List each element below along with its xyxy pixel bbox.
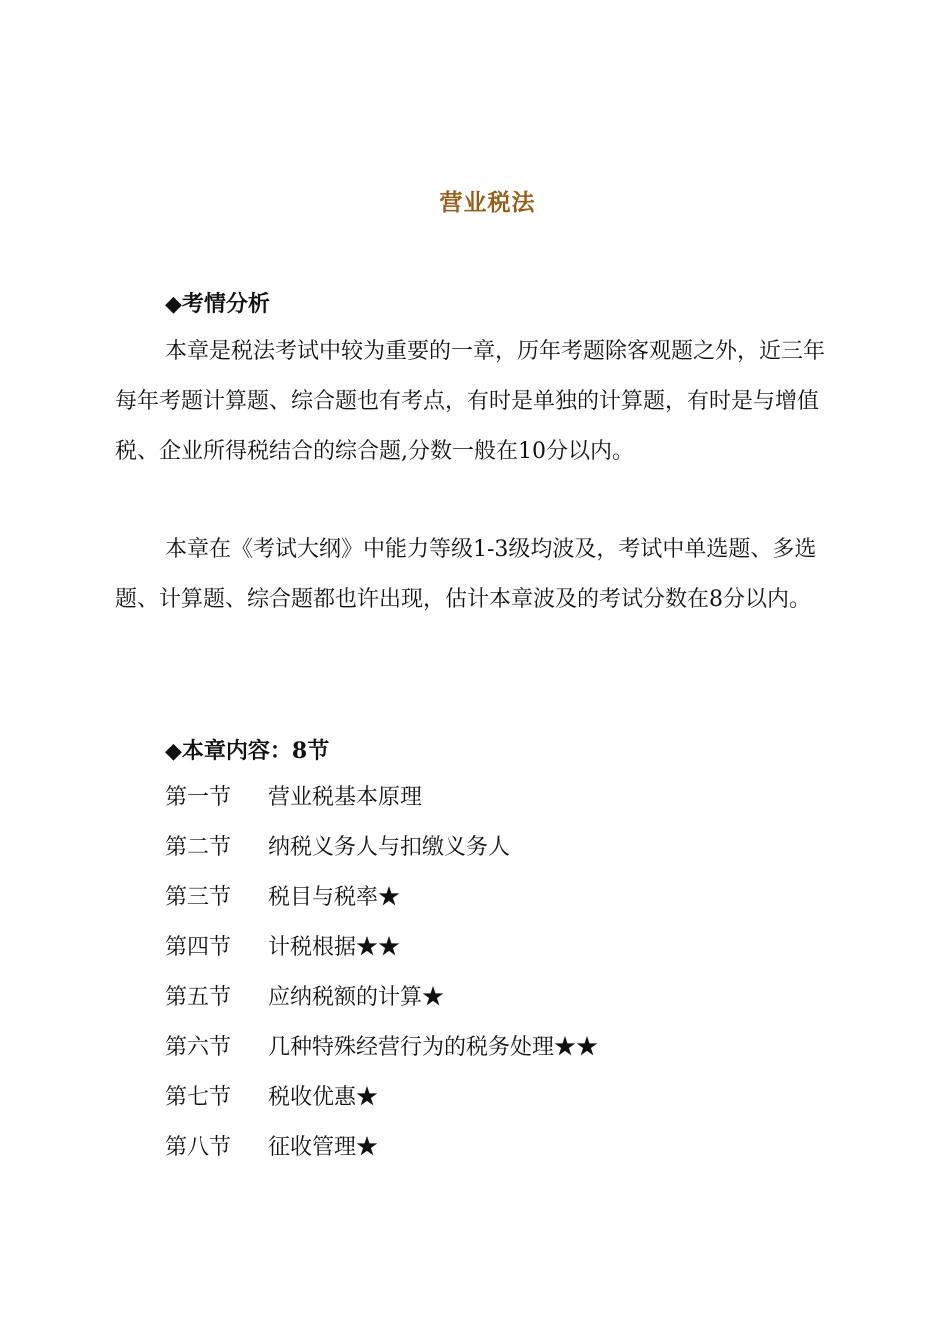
section-number: 第七节 [165, 1085, 232, 1110]
section-title: 纳税义务人与扣缴义务人 [268, 835, 511, 860]
section-title: 计税根据★★ [268, 935, 401, 960]
section-number: 第六节 [165, 1035, 232, 1060]
section-title: 税收优惠★ [268, 1085, 379, 1110]
analysis-paragraph-1: 本章是税法考试中较为重要的一章，历年考题除客观题之外，近三年每年考题计算题、综合题也有考点，有时是单独的计算题，有时是与增值税、企业所得税结合的综合题,分数一般在10分以内。 [115, 339, 826, 464]
section-item [165, 1123, 598, 1173]
section-item [165, 973, 598, 1023]
analysis-paragraph-2: 本章在《考试大纲》中能力等级1-3级均波及，考试中单选题、多选题、计算题、综合题都也许出现，估计本章波及的考试分数在8分以内。 [115, 537, 817, 612]
section-title: 营业税基本原理 [268, 785, 423, 810]
section-title: 应纳税额的计算★ [268, 985, 445, 1010]
section-item [165, 1023, 598, 1073]
section-list [165, 773, 598, 1173]
section-item [165, 823, 598, 873]
page-title: 营业税法 [439, 189, 536, 216]
section-title: 税目与税率★ [268, 885, 401, 910]
section-number: 第三节 [165, 885, 232, 910]
section-item [165, 873, 598, 923]
section-item [165, 1073, 598, 1123]
section-title: 几种特殊经营行为的税务处理★★ [268, 1035, 599, 1060]
section-title: 征收管理★ [268, 1135, 379, 1160]
section-number: 第四节 [165, 935, 232, 960]
section-number: 第八节 [165, 1135, 232, 1160]
analysis-heading: ◆考情分析 [165, 291, 270, 317]
section-number: 第一节 [165, 785, 232, 810]
section-item [165, 923, 598, 973]
section-item [165, 773, 598, 823]
contents-heading: ◆本章内容：8节 [165, 738, 330, 764]
section-number: 第五节 [165, 985, 232, 1010]
section-number: 第二节 [165, 835, 232, 860]
